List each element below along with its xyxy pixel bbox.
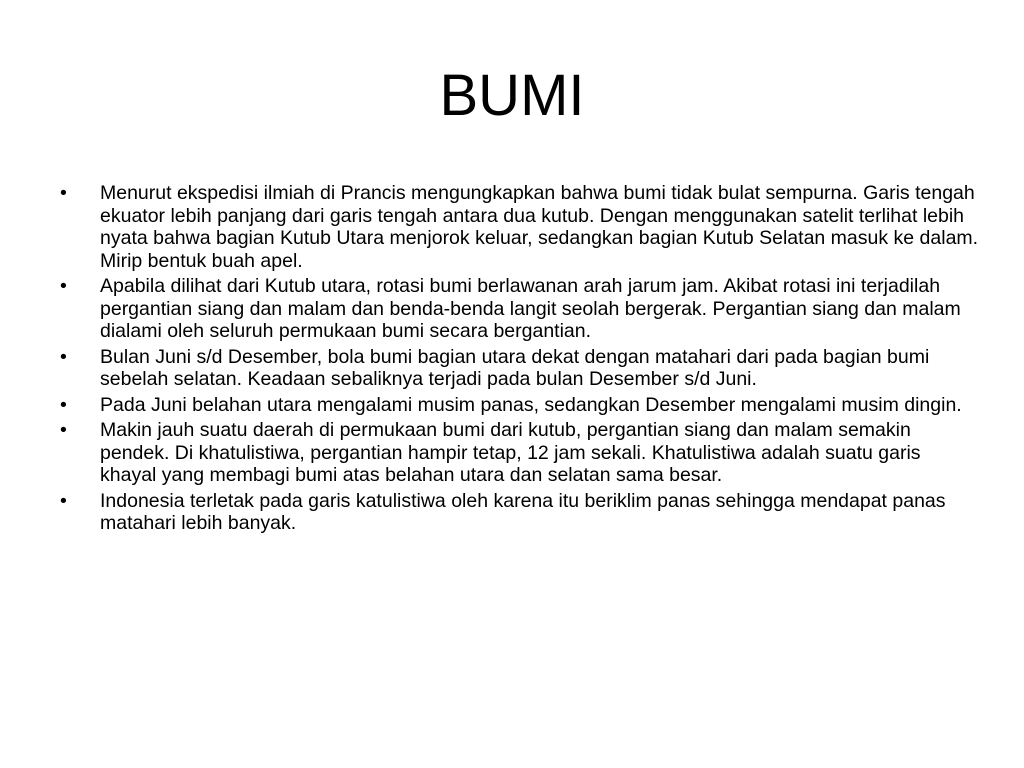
bullet-text: Pada Juni belahan utara mengalami musim panas, sedangkan Desember mengalami musim dingin.	[100, 393, 962, 416]
bullet-text: Makin jauh suatu daerah di permukaan bumi dari kutub, pergantian siang dan malam semakin pendek. Di khatulistiwa, pergantian hampir tetap, 12 jam sekali. Khatulistiwa adalah suatu garis khayal yang membagi bumi atas belahan utara dan selatan sama besar.	[100, 419, 921, 486]
bullet-item	[60, 182, 980, 272]
bullet-icon: •	[60, 419, 67, 441]
bullet-item	[60, 394, 980, 417]
bullet-item	[60, 346, 980, 391]
slide-title: BUMI	[439, 63, 585, 128]
bullet-icon: •	[60, 345, 67, 368]
bullet-text: Menurut ekspedisi ilmiah di Prancis mengungkapkan bahwa bumi tidak bulat sempurna. Garis tengah ekuator lebih panjang dari garis tengah antara dua kutub. Dengan menggunakan satelit terlihat lebih nyata bahwa bagian Kutub Utara menjorok keluar, sedangkan bagian Kutub Selatan masuk ke dalam. Mirip bentuk buah apel.	[100, 182, 979, 272]
bullet-item	[60, 275, 980, 343]
bullet-icon: •	[60, 275, 67, 297]
bullet-icon: •	[60, 489, 67, 512]
bullet-text: Apabila dilihat dari Kutub utara, rotasi bumi berlawanan arah jarum jam. Akibat rotasi ini terjadilah pergantian siang dan malam dan benda-benda langit seolah bergerak. Pergantian siang dan malam dialami oleh seluruh permukaan bumi secara bergantian.	[100, 275, 961, 342]
bullet-text: Bulan Juni s/d Desember, bola bumi bagian utara dekat dengan matahari dari pada bagian bumi sebelah selatan. Keadaan sebaliknya terjadi pada bulan Desember s/d Juni.	[100, 345, 930, 390]
bullet-item	[60, 419, 980, 487]
bullet-text: Indonesia terletak pada garis katulistiwa oleh karena itu beriklim panas sehingga mendapat panas matahari lebih banyak.	[100, 489, 946, 534]
bullet-item	[60, 490, 980, 535]
bullet-icon: •	[60, 393, 67, 416]
bullet-list	[60, 182, 980, 538]
bullet-icon: •	[60, 182, 67, 204]
